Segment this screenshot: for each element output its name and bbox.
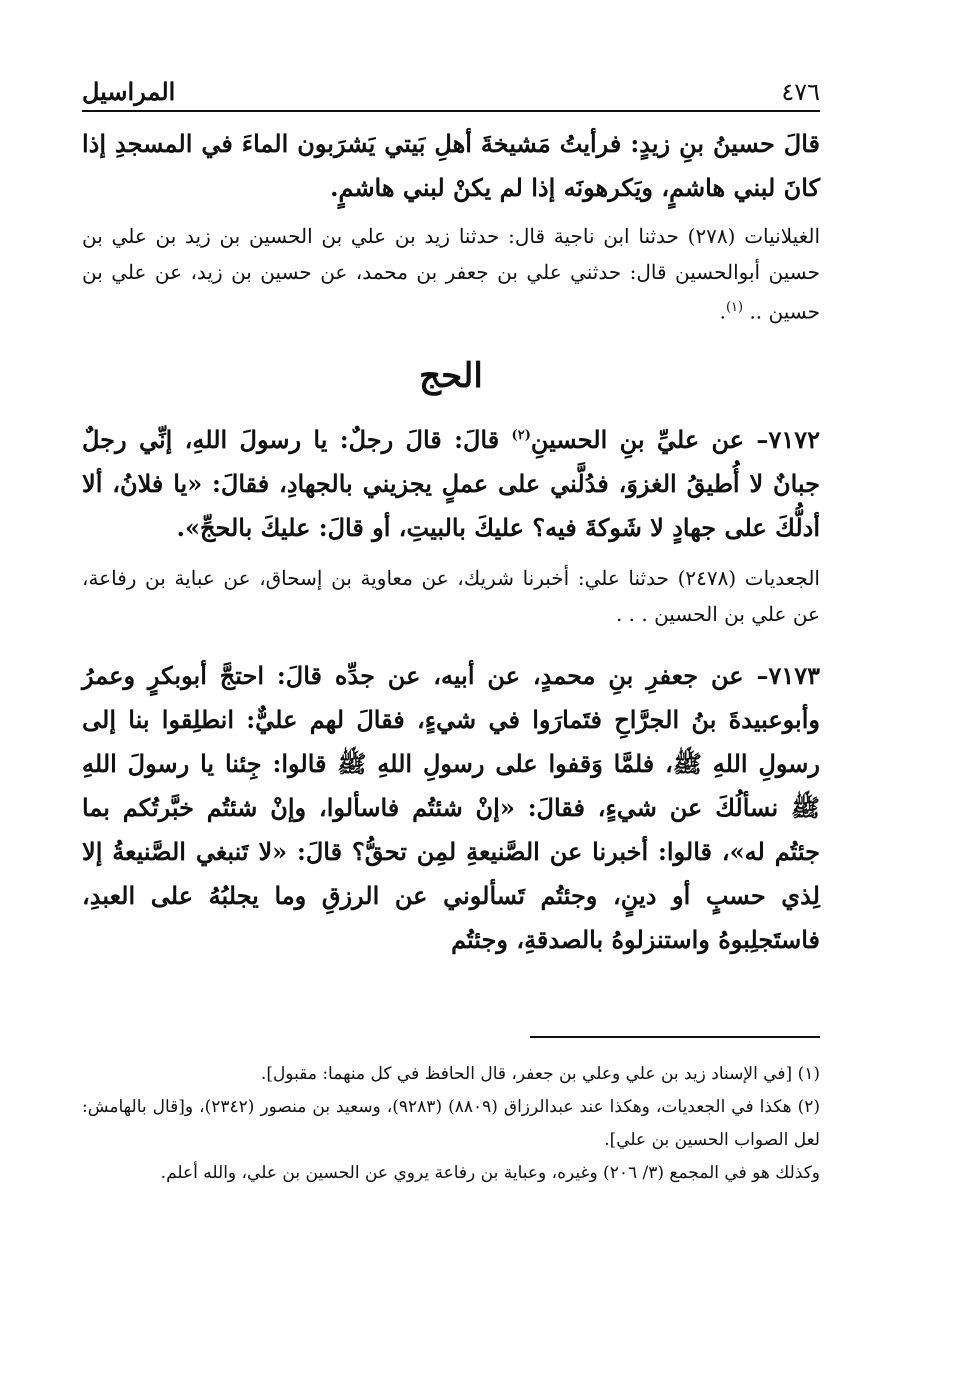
source-text: الغيلانيات (٢٧٨) حدثنا ابن ناجية قال: حدثنا زيد بن علي بن الحسين بن زيد بن علي بن حسين أبوالحسين قال: حدثني علي بن جعفر بن محمد، عن حسين بن زيد، عن علي بن حسين ..	[82, 224, 821, 324]
running-title: المراسيل	[82, 77, 176, 106]
source-paragraph	[82, 218, 820, 330]
narration-paragraph: قالَ حسينُ بنِ زيدٍ: فرأيتُ مَشيخةَ أهلِ بَيتي يَشرَبون الماءَ في المسجدِ إذا كانَ لبني هاشمٍ، ويَكرهونَه إذا لم يكنْ لبني هاشمٍ.	[82, 129, 820, 202]
page-number: ٤٧٦	[781, 78, 820, 106]
sentence-end: .	[719, 299, 726, 324]
source-paragraph: الجعديات (٢٤٧٨) حدثنا علي: أخبرنا شريك، عن معاوية بن إسحاق، عن عباية بن رفاعة، عن علي بن الحسين . . .	[82, 565, 820, 626]
footnote-marker: (١)	[725, 300, 744, 315]
footnote-2: (٢) هكذا في الجعديات، وهكذا عند عبدالرزاق (٨٨٠٩) (٩٢٨٣)، وسعيد بن منصور (٢٣٤٢)، و[قال بالهامش: لعل الصواب الحسين بن علي].	[82, 1097, 821, 1150]
page	[82, 70, 821, 1183]
footnotes	[82, 1058, 820, 1190]
hadith-text: قالَ: قالَ رجلٌ: يا رسولَ اللهِ، إنِّي رجلٌ جبانٌ لا أُطيقُ الغزوَ، فدُلَّني على عملٍ يجزيني بالجهادِ، فقالَ: «يا فلانُ، ألا أدلُّكَ على جهادٍ لا شَوكةَ فيه؟ عليكَ بالبيتِ، أو قالَ: عليكَ بالحجِّ».	[82, 424, 820, 542]
section-title: الحج	[419, 355, 483, 396]
footnote-1: (١) [في الإسناد زيد بن علي وعلي بن جعفر، قال الحافظ في كل منهما: مقبول].	[260, 1064, 820, 1084]
footnote-marker: (٢)	[511, 427, 531, 443]
running-header	[82, 70, 820, 112]
footnote-divider	[530, 1036, 820, 1038]
hadith-7173: ٧١٧٣– عن جعفرِ بنِ محمدٍ، عن أبيه، عن جدِّه قالَ: احتجَّ أبوبكرٍ وعمرُ وأبوعبيدةَ بنُ الجرَّاحِ فتَمارَوا في شيءٍ، فقالَ لهم عليٌّ: انطلِقوا بنا إلى رسولِ اللهِ ﷺ، فلمَّا وَقفوا على رسولِ اللهِ ﷺ قالوا: جِئنا يا رسولَ اللهِ ﷺ نسألُكَ عن شيءٍ، فقالَ: «إنْ شئتُم فاسألوا، وإنْ شئتُم خبَّرتُكم بما جئتُم له»، قالوا: أخبرنا عن الصَّنيعةِ لمِن تحقُّ؟ قالَ: «لا تَنبغي الصَّنيعةُ إلا لِذي حسبٍ أو دينٍ، وجئتُم تَسألوني عن الرزقِ وما يجلبُهُ على العبدِ، فاستَجلِبوهُ واستنزلوهُ بالصدقةِ، وجئتُم	[82, 660, 820, 954]
hadith-opening: ٧١٧٢– عن عليِّ بنِ الحسينِ	[530, 424, 820, 454]
footnote-2-continued: وكذلك هو في المجمع (٣/ ٢٠٦) وغيره، وعباية بن رفاعة يروي عن الحسين بن علي، والله أعلم.	[160, 1163, 820, 1183]
hadith-7172	[82, 414, 820, 550]
